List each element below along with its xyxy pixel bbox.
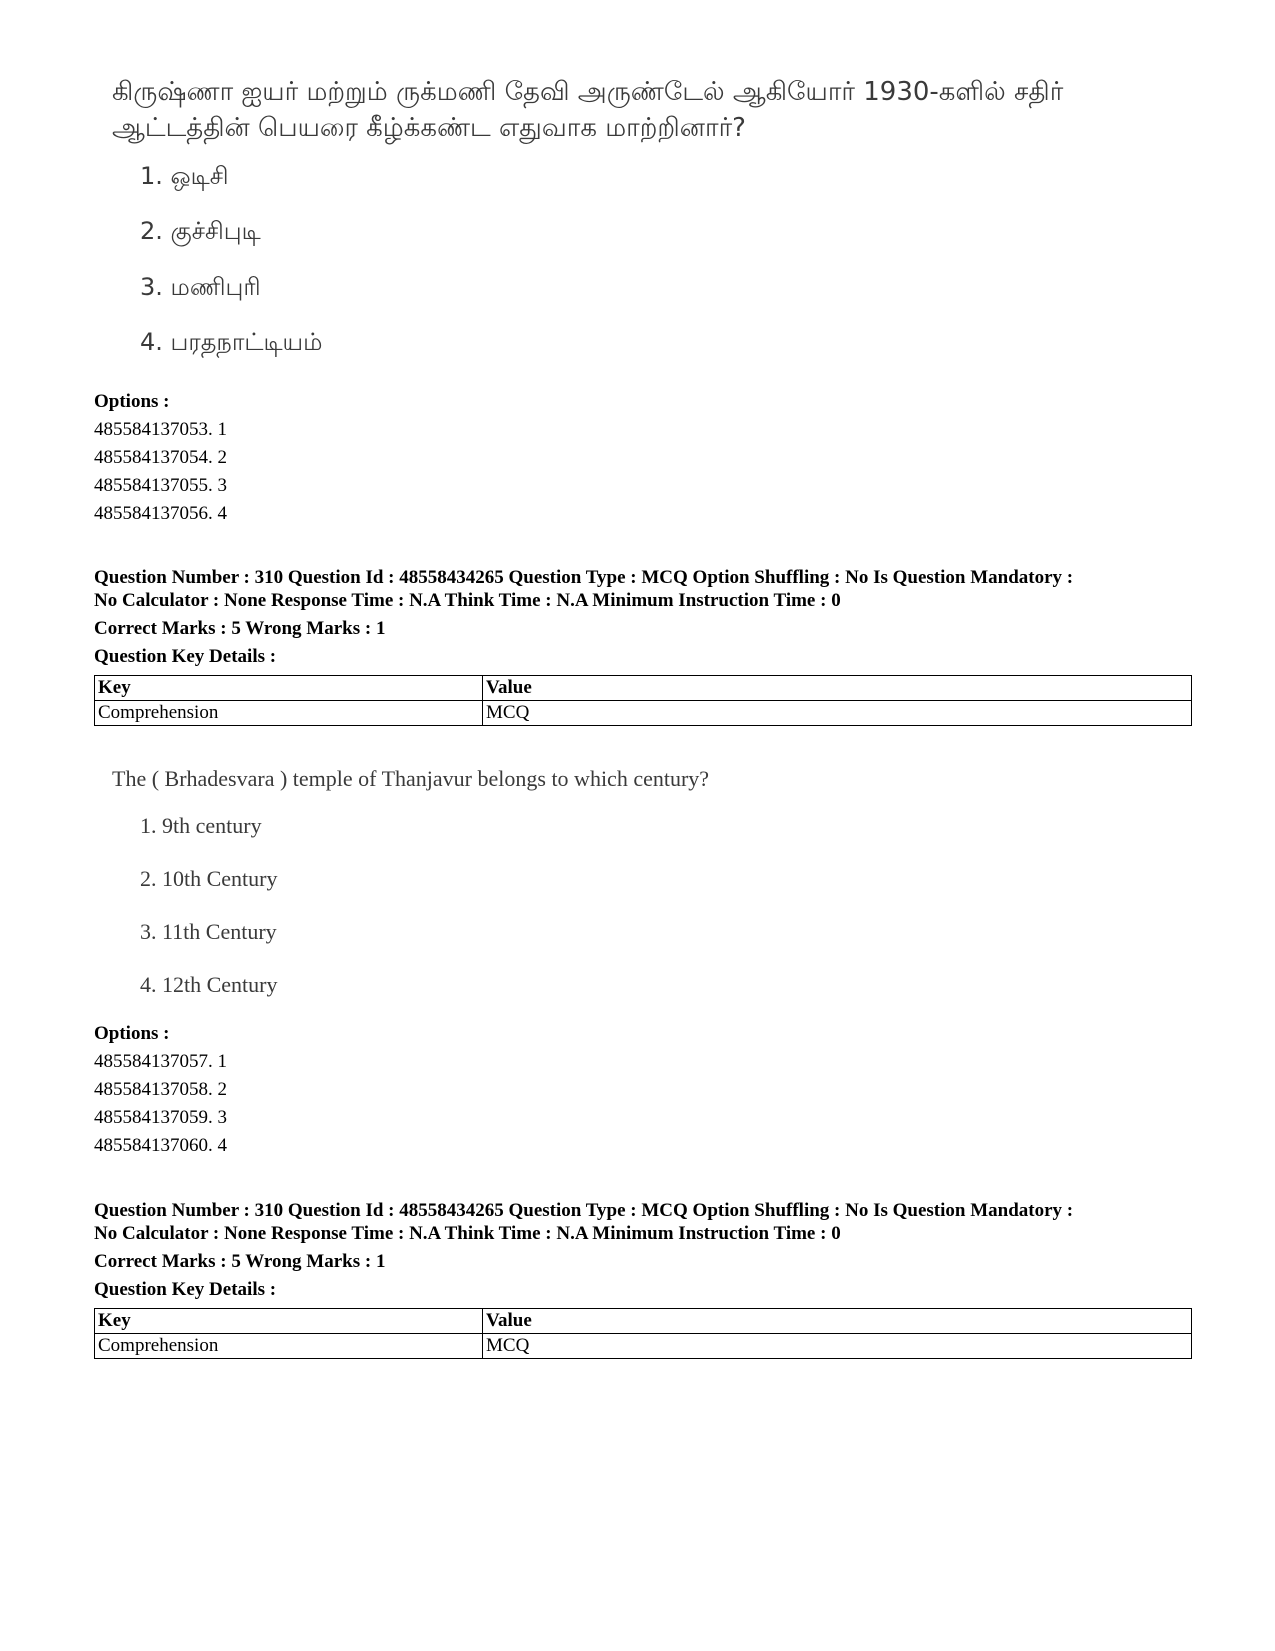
- option-id: 485584137056. 4: [94, 503, 227, 524]
- option-id: 485584137055. 3: [94, 475, 227, 496]
- question-1-text: கிருஷ்ணா ஐயர் மற்றும் ருக்மணி தேவி அருண்டேல் ஆகியோர் 1930-களில் சதிர் ஆட்டத்தின் பெயரை கீழ்க்கண்ட எதுவாக மாற்றினார்?: [112, 77, 1064, 143]
- table-row: [95, 701, 1192, 726]
- options-label: Options :: [94, 1023, 170, 1044]
- question-2-choice: 4. 12th Century: [140, 972, 278, 997]
- question-meta-line: Question Number : 310 Question Id : 48558434265 Question Type : MCQ Option Shuffling : No Is Question Mandatory :: [94, 1200, 1074, 1221]
- question-1-choice: 4. பரதநாட்டியம்: [140, 328, 323, 356]
- table-header-cell: Value: [483, 1309, 1192, 1334]
- table-header-row: [95, 1309, 1192, 1334]
- question-1-choice: 3. மணிபுரி: [140, 273, 261, 301]
- question-2-text: The ( Brhadesvara ) temple of Thanjavur belongs to which century?: [112, 766, 710, 791]
- option-id: 485584137057. 1: [94, 1051, 227, 1072]
- question-1-choice: 2. குச்சிபுடி: [140, 217, 261, 245]
- option-id: 485584137059. 3: [94, 1107, 227, 1128]
- question-meta-line: No Calculator : None Response Time : N.A Think Time : N.A Minimum Instruction Time : 0: [94, 590, 841, 611]
- table-cell: MCQ: [483, 701, 1192, 726]
- table-header-row: [95, 676, 1192, 701]
- table-row: [95, 1334, 1192, 1359]
- question-meta-line: No Calculator : None Response Time : N.A Think Time : N.A Minimum Instruction Time : 0: [94, 1223, 841, 1244]
- key-details-label: Question Key Details :: [94, 1279, 277, 1300]
- question-1-choice: 1. ஒடிசி: [140, 162, 229, 190]
- key-details-label: Question Key Details :: [94, 646, 277, 667]
- table-header-cell: Value: [483, 676, 1192, 701]
- question-2-choice: 1. 9th century: [140, 813, 262, 838]
- table-header-cell: Key: [95, 1309, 483, 1334]
- option-id: 485584137058. 2: [94, 1079, 227, 1100]
- table-cell: MCQ: [483, 1334, 1192, 1359]
- marks-line: Correct Marks : 5 Wrong Marks : 1: [94, 1251, 386, 1272]
- table-header-cell: Key: [95, 676, 483, 701]
- question-2-choice: 2. 10th Century: [140, 866, 278, 891]
- question-meta-line: Question Number : 310 Question Id : 48558434265 Question Type : MCQ Option Shuffling : No Is Question Mandatory :: [94, 567, 1074, 588]
- option-id: 485584137053. 1: [94, 419, 227, 440]
- question-2-choice: 3. 11th Century: [140, 919, 277, 944]
- table-cell: Comprehension: [95, 1334, 483, 1359]
- marks-line: Correct Marks : 5 Wrong Marks : 1: [94, 618, 386, 639]
- key-details-table: [94, 1308, 1192, 1359]
- key-details-table: [94, 675, 1192, 726]
- table-cell: Comprehension: [95, 701, 483, 726]
- options-label: Options :: [94, 391, 170, 412]
- option-id: 485584137060. 4: [94, 1135, 227, 1156]
- option-id: 485584137054. 2: [94, 447, 227, 468]
